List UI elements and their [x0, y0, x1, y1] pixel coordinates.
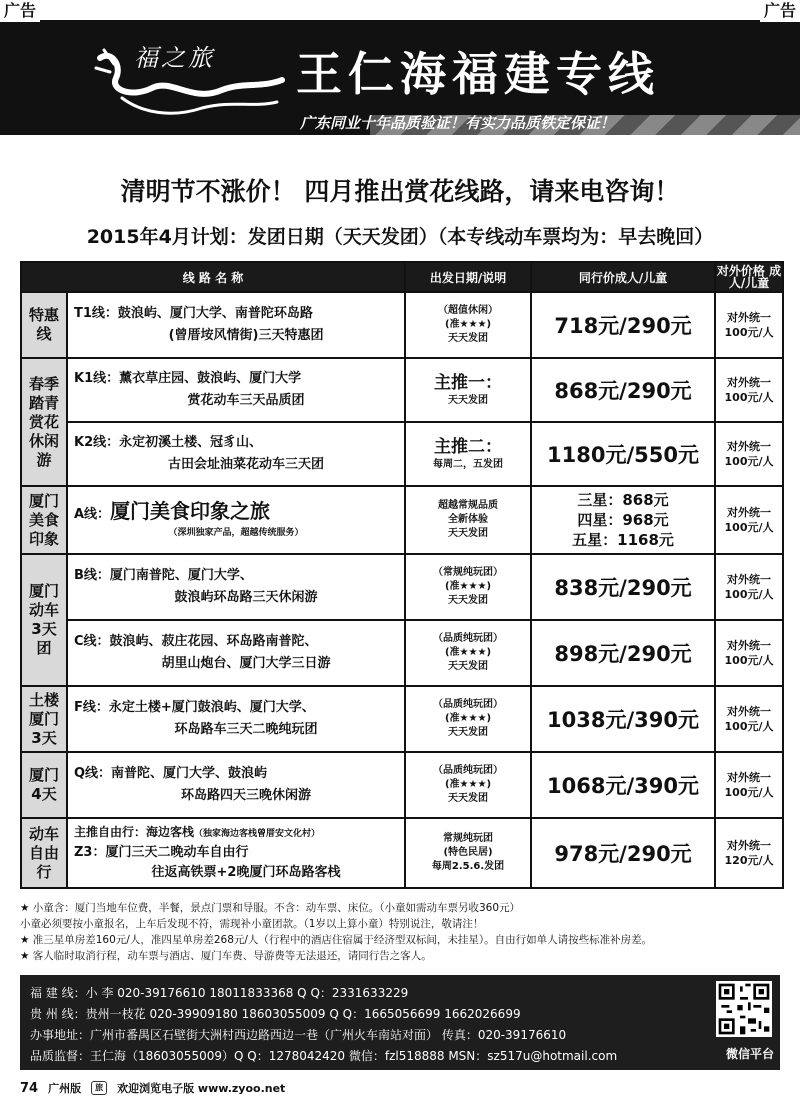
- public-price: 100元/人: [724, 326, 774, 339]
- peer-price: 718元/290元: [531, 292, 715, 358]
- page-number: 74: [20, 1080, 39, 1096]
- header-banner: [0, 20, 800, 135]
- table-row: [21, 422, 783, 486]
- table-row: [21, 358, 783, 422]
- date-info: 每周2.5.6.发团: [431, 861, 505, 872]
- date-info: 天天发团: [448, 528, 489, 539]
- public-price-label: 对外统一: [727, 311, 772, 324]
- date-info: （常规纯玩团）: [433, 567, 504, 578]
- route-line: 往返高铁票+2晚厦门环岛路客栈: [151, 865, 341, 880]
- route-line: (曾厝垵风情街)三天特惠团: [168, 328, 324, 343]
- note-line: ★ 准三星单房差160元/人，准四星单房差268元/人（行程中的酒店住宿属于经济型双标间，未挂星）。自由行如单人请按些标准补房差。: [20, 934, 653, 946]
- route-title: 厦门美食印象之旅: [110, 499, 271, 523]
- public-price-label: 对外统一: [727, 440, 772, 453]
- peer-price: 978元/290元: [531, 818, 715, 888]
- date-info: (准★★★): [444, 581, 492, 592]
- header-date: 出发日期/说明: [405, 262, 531, 292]
- contact-guizhou: 贵 州 线：贵州一枝花 020-39909180 18603055009 Q Q：1665056699 1662026699: [30, 1007, 521, 1021]
- route-note: （独家海边客栈曾厝安文化村）: [194, 829, 321, 839]
- date-info: 全新体验: [448, 514, 489, 525]
- peer-price: 1068元/390元: [531, 752, 715, 818]
- date-info: (特色民居): [443, 847, 493, 858]
- ad-label-left: 广告: [0, 0, 40, 22]
- route-line: 主推自由行：海边客栈: [74, 825, 195, 839]
- date-info: （超值休闲）: [438, 305, 499, 316]
- date-info: (准★★★): [444, 647, 492, 658]
- logo: [92, 28, 292, 128]
- route-line: B线：厦门南普陀、厦门大学、: [74, 568, 253, 583]
- route-line: 古田会址油菜花动车三天团: [168, 457, 325, 472]
- peer-price: 1180元/550元: [531, 422, 715, 486]
- qr-code-icon: [716, 981, 772, 1037]
- route-line: Z3：厦门三天二晚动车自由行: [74, 845, 249, 860]
- ad-label-right: 广告: [760, 0, 800, 22]
- date-info: (准★★★): [444, 319, 492, 330]
- route-line: C线：鼓浪屿、菽庄花园、环岛路南普陀、: [74, 634, 318, 649]
- date-info: 常规纯玩团: [443, 833, 494, 844]
- banner-title: 王仁海福建专线: [296, 47, 660, 101]
- table-row: [21, 292, 783, 358]
- route-note: （深圳独家产品，超越传统服务）: [168, 528, 304, 538]
- table-row: [21, 486, 783, 554]
- public-price-label: 对外统一: [727, 705, 772, 718]
- public-price: 100元/人: [724, 391, 774, 404]
- row-category: 特惠线: [21, 292, 67, 358]
- public-price-label: 对外统一: [727, 771, 772, 784]
- date-info: 超越常规品质: [438, 500, 499, 511]
- row-category: 厦门4天: [21, 752, 67, 818]
- contact-supervisor: 品质监督：王仁海（18603055009）Q Q：1278042420 微信：fzl518888 MSN：sz517u@hotmail.com: [30, 1049, 618, 1063]
- date-info: 每周二，五发团: [433, 459, 504, 470]
- row-category: 春季踏青赏花休闲游: [21, 358, 67, 486]
- date-highlight: 主推二：: [434, 437, 503, 457]
- route-line: T1线：鼓浪屿、厦门大学、南普陀环岛路: [74, 306, 313, 321]
- peer-price: 868元/290元: [531, 358, 715, 422]
- date-info: （品质纯玩团）: [433, 765, 504, 776]
- peer-price: 三星：868元: [577, 491, 669, 509]
- footer-link[interactable]: 欢迎浏览电子版 www.zyoo.net: [117, 1082, 286, 1095]
- public-price-label: 对外统一: [727, 639, 772, 652]
- note-line: ★ 小童含：厦门当地车位费，半餐，景点门票和导服。不含：动车票、床位。（小童如需动车票另收360元）: [20, 902, 521, 914]
- route-line: 胡里山炮台、厦门大学三日游: [161, 656, 331, 671]
- magazine-logo-icon: 旅: [91, 1081, 107, 1095]
- table-row: [21, 554, 783, 620]
- header-route: 线 路 名 称: [21, 262, 405, 292]
- public-price-label: 对外统一: [727, 573, 772, 586]
- contact-address: 办事地址：广州市番禺区石壁街大洲村西边路西边一巷（广州火车南站对面） 传真：020-39176610: [30, 1028, 567, 1042]
- date-info: 天天发团: [448, 727, 489, 738]
- public-price: 100元/人: [724, 588, 774, 601]
- public-price: 100元/人: [724, 720, 774, 733]
- row-category: 厦门动车3天团: [21, 554, 67, 686]
- date-info: 天天发团: [448, 793, 489, 804]
- notes-section: [20, 900, 790, 964]
- logo-text: 福之旅: [134, 44, 215, 72]
- peer-price: 四星：968元: [577, 511, 669, 529]
- public-price: 100元/人: [724, 455, 774, 468]
- headline-plan: 2015年4月计划：发团日期（天天发团）（本专线动车票均为：早去晚回）: [86, 226, 714, 248]
- public-price-label: 对外统一: [727, 506, 772, 519]
- route-line: 鼓浪屿环岛路三天休闲游: [174, 590, 318, 605]
- route-prefix: A线：: [74, 507, 111, 522]
- public-price: 100元/人: [724, 521, 774, 534]
- banner-subtitle: 广东同业十年品质验证！有实力品质铁定保证！: [300, 114, 616, 132]
- table-header-row: [21, 262, 783, 292]
- contact-fujian: 福 建 线：小 李 020-39176610 18011833368 Q Q：2331633229: [30, 986, 409, 1000]
- public-price-label: 对外统一: [727, 839, 772, 852]
- note-line: ★ 客人临时取消行程，动车票与酒店、厦门车费、导游费等无法退还，请同行告之客人。: [20, 950, 432, 962]
- page-footer: [20, 1080, 285, 1096]
- public-price-label: 对外统一: [727, 376, 772, 389]
- route-line: K2线：永定初溪土楼、冠豸山、: [74, 435, 263, 450]
- public-price: 100元/人: [724, 786, 774, 799]
- route-line: F线：永定土楼+厦门鼓浪屿、厦门大学、: [74, 700, 315, 715]
- header-peer-price: 同行价成人/儿童: [531, 262, 715, 292]
- peer-price: 1038元/390元: [531, 686, 715, 752]
- route-table: [20, 261, 784, 889]
- header-public-price: 对外价格 成人/儿童: [716, 264, 782, 290]
- date-info: （品质纯玩团）: [433, 699, 504, 710]
- row-category: 动车自由行: [21, 818, 67, 888]
- contact-panel: [20, 975, 780, 1070]
- edition-label: 广州版: [48, 1082, 82, 1095]
- date-info: (准★★★): [444, 713, 492, 724]
- route-line: Q线：南普陀、厦门大学、鼓浪屿: [74, 766, 268, 781]
- date-info: (准★★★): [444, 779, 492, 790]
- table-row: [21, 752, 783, 818]
- date-info: 天天发团: [448, 395, 489, 406]
- table-row: [21, 686, 783, 752]
- public-price: 100元/人: [724, 654, 774, 667]
- qr-label: 微信平台: [725, 1047, 774, 1061]
- route-line: 环岛路车三天二晚纯玩团: [174, 722, 318, 737]
- row-category: 厦门美食印象: [21, 486, 67, 554]
- public-price: 120元/人: [724, 854, 774, 867]
- headline-promo: 清明节不涨价！ 四月推出赏花线路，请来电咨询！: [120, 177, 680, 206]
- peer-price: 838元/290元: [531, 554, 715, 620]
- route-line: K1线：薰衣草庄园、鼓浪屿、厦门大学: [74, 371, 302, 386]
- row-category: 土楼厦门3天: [21, 686, 67, 752]
- peer-price: 五星：1168元: [572, 531, 674, 549]
- date-info: 天天发团: [448, 661, 489, 672]
- table-row: [21, 620, 783, 686]
- date-info: （品质纯玩团）: [433, 633, 504, 644]
- table-row: [21, 818, 783, 888]
- note-line: 小童必须要按小童报名，上车后发现不符，需现补小童团款。（1岁以上算小童）特别说注，敬请注！: [20, 918, 484, 930]
- peer-price: 898元/290元: [531, 620, 715, 686]
- date-info: 天天发团: [448, 595, 489, 606]
- route-line: 环岛路四天三晚休闲游: [181, 788, 312, 803]
- date-highlight: 主推一：: [434, 373, 503, 393]
- route-line: 赏花动车三天品质团: [187, 393, 305, 408]
- date-info: 天天发团: [448, 333, 489, 344]
